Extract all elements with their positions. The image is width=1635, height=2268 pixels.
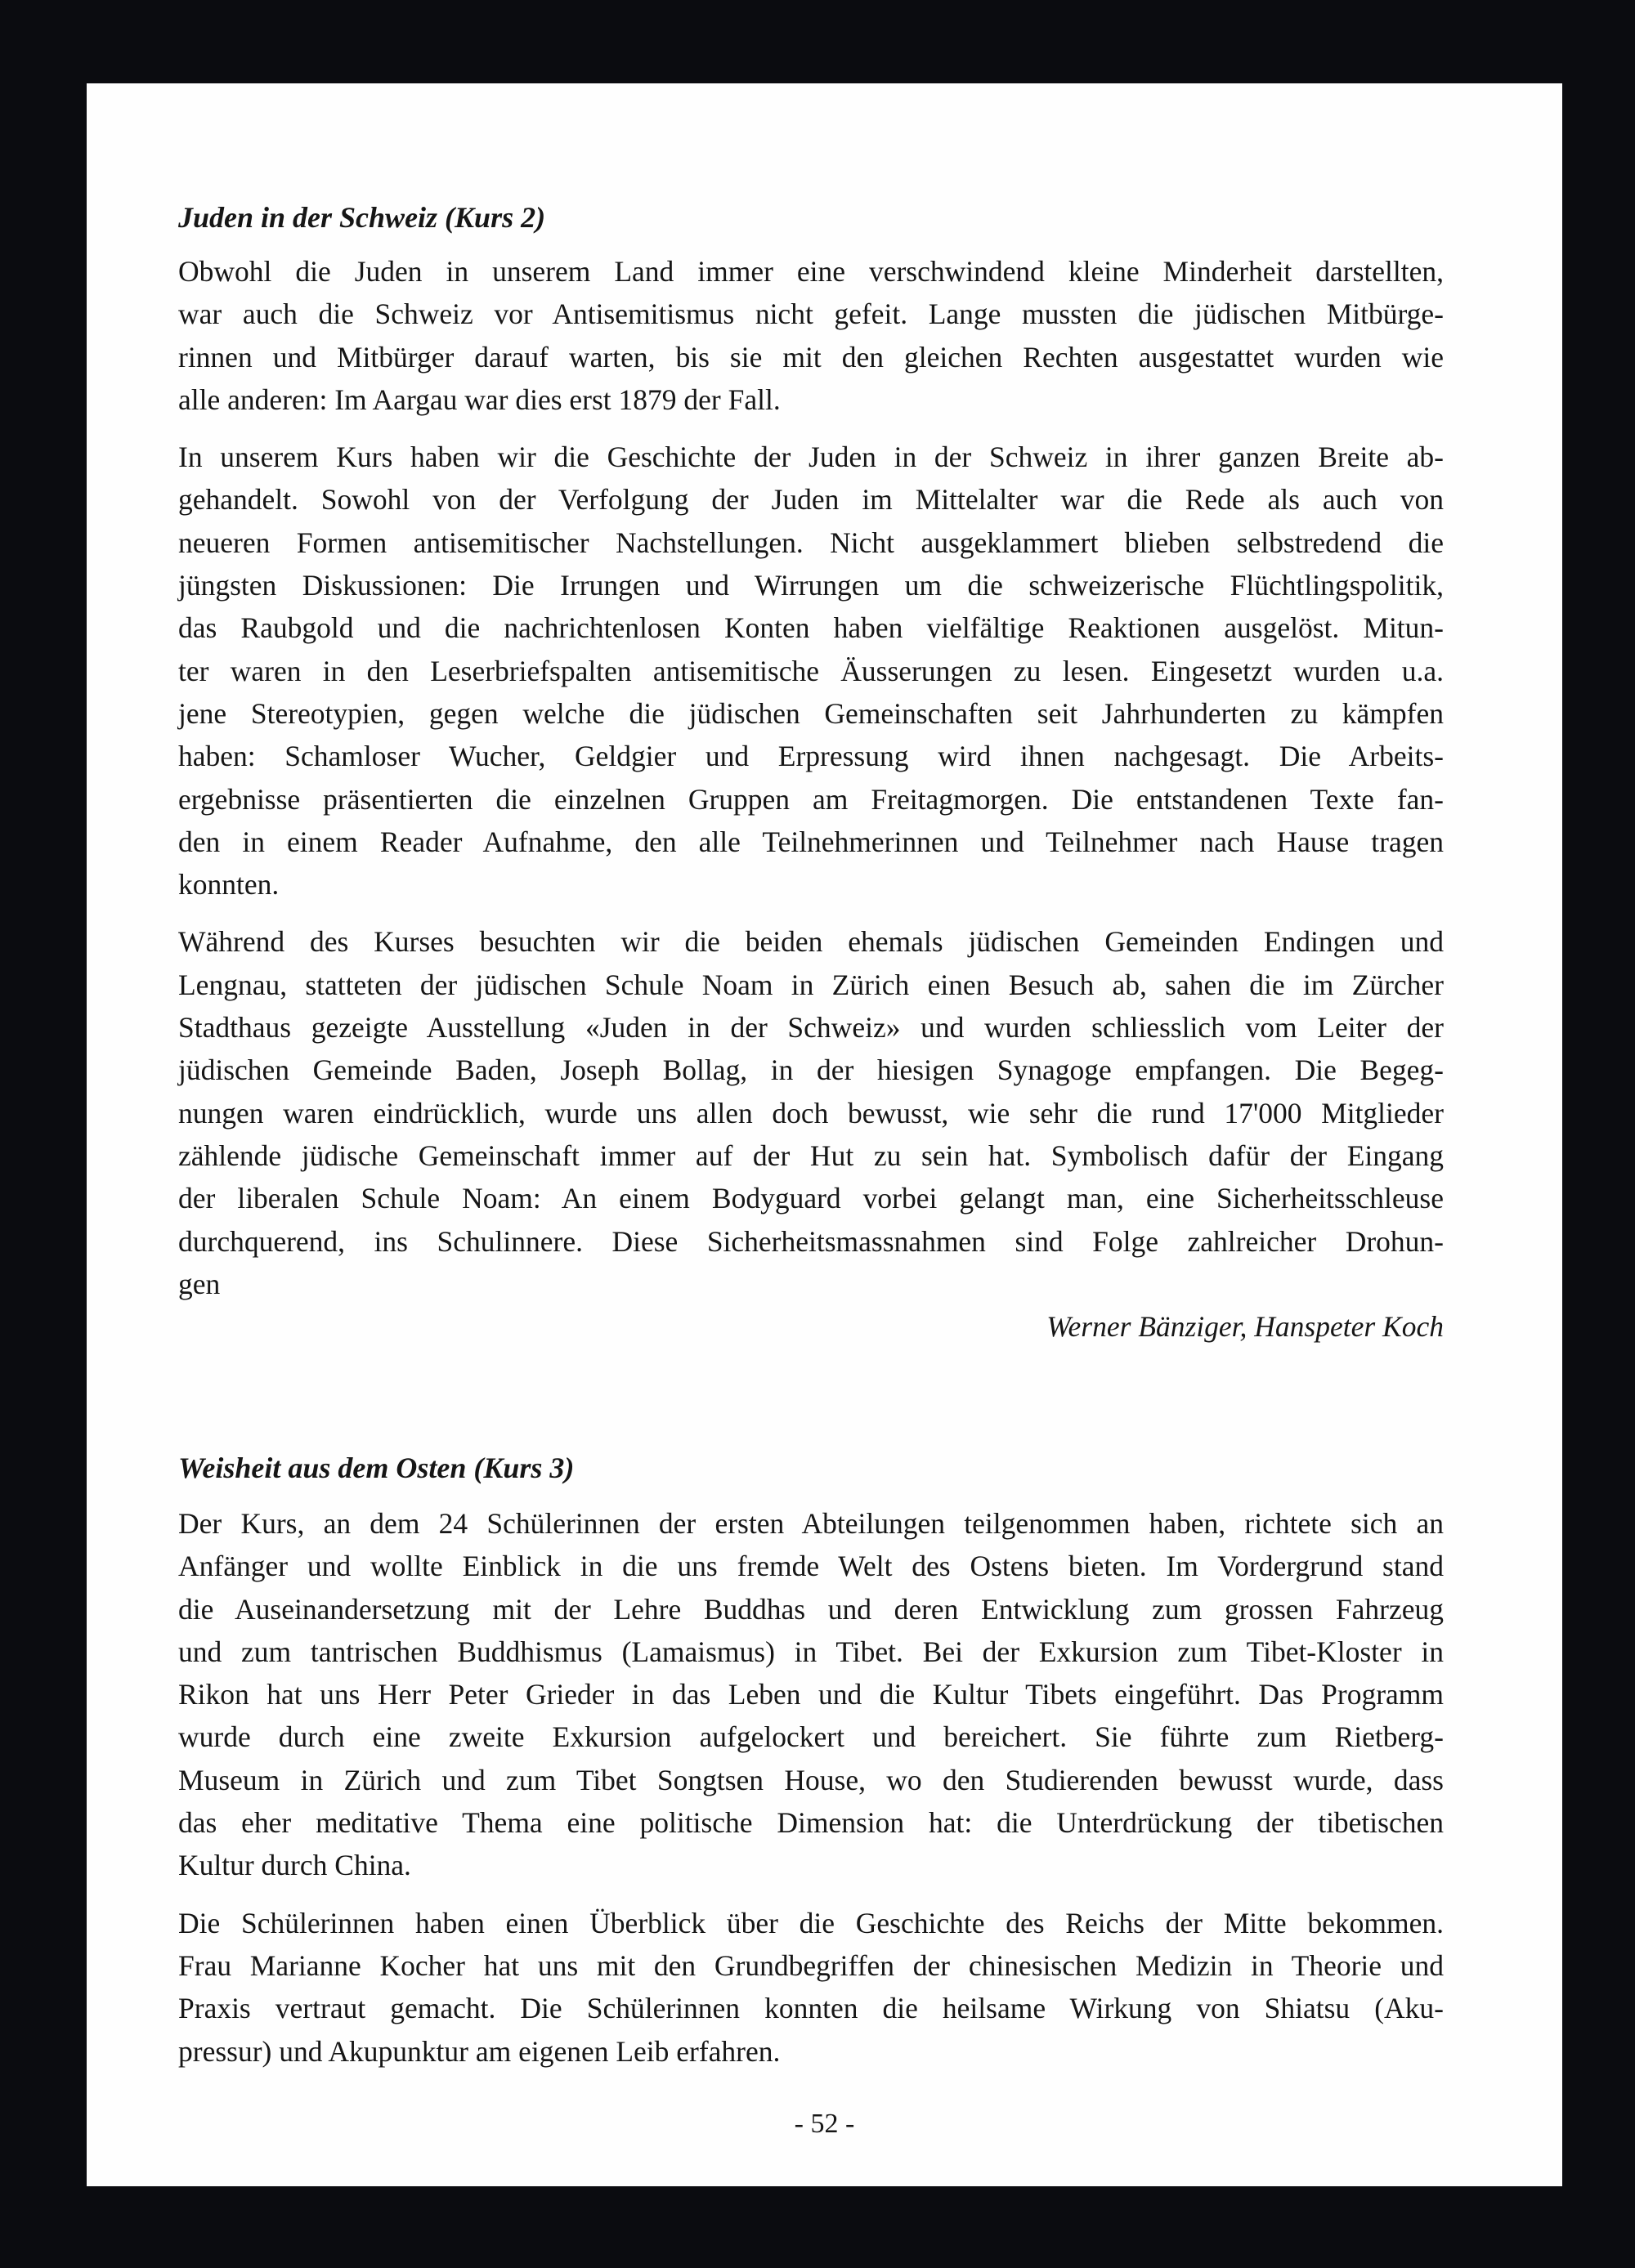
text-line: haben: Schamloser Wucher, Geldgier und Erpressung wird ihnen nachgesagt. Die Arbeits-: [178, 740, 1444, 773]
text-line: Während des Kurses besuchten wir die beiden ehemals jüdischen Gemeinden Endingen und: [178, 925, 1444, 959]
text-line: Praxis vertraut gemacht. Die Schülerinnen konnten die heilsame Wirkung von Shiatsu (Aku-: [178, 1992, 1444, 2025]
text-line: gen: [178, 1267, 221, 1300]
text-line: das eher meditative Thema eine politische Dimension hat: die Unterdrückung der tibetischen: [178, 1806, 1444, 1840]
text-line: Die Schülerinnen haben einen Überblick über die Geschichte des Reichs der Mitte bekommen.: [178, 1906, 1444, 1939]
text-line: Stadthaus gezeigte Ausstellung «Juden in der Schweiz» und wurden schliesslich vom Leiter der: [178, 1011, 1444, 1045]
paragraph: [178, 920, 1444, 1305]
text-line: und zum tantrischen Buddhismus (Lamaismus) in Tibet. Bei der Exkursion zum Tibet-Kloster in: [178, 1635, 1444, 1668]
text-line: zählende jüdische Gemeinschaft immer auf der Hut zu sein hat. Symbolisch dafür der Eingang: [178, 1138, 1444, 1172]
text-line: wurde durch eine zweite Exkursion aufgelockert und bereichert. Sie führte zum Rietberg-: [178, 1720, 1444, 1754]
text-line: Anfänger und wollte Einblick in die uns fremde Welt des Ostens bieten. Im Vordergrund stand: [178, 1550, 1444, 1583]
paragraph: [178, 1902, 1444, 2073]
text-line: Obwohl die Juden in unserem Land immer eine verschwindend kleine Minderheit darstellten,: [178, 255, 1444, 288]
section-kurs-2: [178, 196, 1444, 1348]
text-line: jüdischen Gemeinde Baden, Joseph Bollag, in der hiesigen Synagoge empfangen. Die Begeg-: [178, 1053, 1444, 1087]
text-line: neueren Formen antisemitischer Nachstellungen. Nicht ausgeklammert blieben selbstredend die: [178, 526, 1444, 559]
text-line: pressur) und Akupunktur am eigenen Leib erfahren.: [178, 2034, 781, 2068]
text-line: Lengnau, statteten der jüdischen Schule Noam in Zürich einen Besuch ab, sahen die im Zürcher: [178, 968, 1444, 1001]
text-line: den in einem Reader Aufnahme, den alle Teilnehmerinnen und Teilnehmer nach Hause tragen: [178, 825, 1444, 858]
text-line: Rikon hat uns Herr Peter Grieder in das Leben und die Kultur Tibets eingeführt. Das Programm: [178, 1678, 1444, 1711]
paragraph: [178, 250, 1444, 421]
authors-signature: Werner Bänziger, Hanspeter Koch: [1046, 1310, 1444, 1344]
text-line: konnten.: [178, 868, 280, 901]
text-line: jüngsten Diskussionen: Die Irrungen und Wirrungen um die schweizerische Flüchtlingspolitik,: [178, 569, 1444, 602]
page-number: - 52 -: [794, 2109, 855, 2139]
paragraph: [178, 1502, 1444, 1887]
text-line: Der Kurs, an dem 24 Schülerinnen der ersten Abteilungen teilgenommen haben, richtete sich an: [178, 1507, 1444, 1540]
text-line: gehandelt. Sowohl von der Verfolgung der Juden im Mittelalter war die Rede als auch von: [178, 483, 1444, 517]
text-line: jene Stereotypien, gegen welche die jüdischen Gemeinschaften seit Jahrhunderten zu kämpfen: [178, 696, 1444, 730]
text-line: war auch die Schweiz vor Antisemitismus nicht gefeit. Lange mussten die jüdischen Mitbürge-: [178, 297, 1444, 331]
text-line: ergebnisse präsentierten die einzelnen Gruppen am Freitagmorgen. Die entstandenen Texte fan-: [178, 782, 1444, 816]
section-title: Juden in der Schweiz (Kurs 2): [178, 201, 546, 234]
text-line: ter waren in den Leserbriefspalten antisemitische Äusserungen zu lesen. Eingesetzt wurden u.a.: [178, 654, 1444, 687]
text-line: nungen waren eindrücklich, wurde uns allen doch bewusst, wie sehr die rund 17'000 Mitglieder: [178, 1096, 1444, 1130]
text-line: alle anderen: Im Aargau war dies erst 1879 der Fall.: [178, 382, 781, 416]
text-line: In unserem Kurs haben wir die Geschichte der Juden in der Schweiz in ihrer ganzen Breite ab-: [178, 441, 1444, 474]
text-line: Frau Marianne Kocher hat uns mit den Grundbegriffen der chinesischen Medizin in Theorie und: [178, 1948, 1444, 1982]
text-line: das Raubgold und die nachrichtenlosen Konten haben vielfältige Reaktionen ausgelöst. Mitun-: [178, 611, 1444, 645]
paragraph: [178, 436, 1444, 906]
text-line: die Auseinandersetzung mit der Lehre Buddhas und deren Entwicklung zum grossen Fahrzeug: [178, 1592, 1444, 1626]
text-line: Museum in Zürich und zum Tibet Songtsen House, wo den Studierenden bewusst wurde, dass: [178, 1763, 1444, 1796]
section-title: Weisheit aus dem Osten (Kurs 3): [178, 1452, 575, 1484]
text-line: durchquerend, ins Schulinnere. Diese Sicherheitsmassnahmen sind Folge zahlreicher Drohun-: [178, 1224, 1444, 1258]
section-kurs-3: [178, 1447, 1444, 2073]
text-line: Kultur durch China.: [178, 1849, 411, 1882]
text-line: der liberalen Schule Noam: An einem Bodyguard vorbei gelangt man, eine Sicherheitsschleuse: [178, 1182, 1444, 1215]
text-line: rinnen und Mitbürger darauf warten, bis sie mit den gleichen Rechten ausgestattet wurden wie: [178, 340, 1444, 374]
document-page: [87, 83, 1562, 2186]
